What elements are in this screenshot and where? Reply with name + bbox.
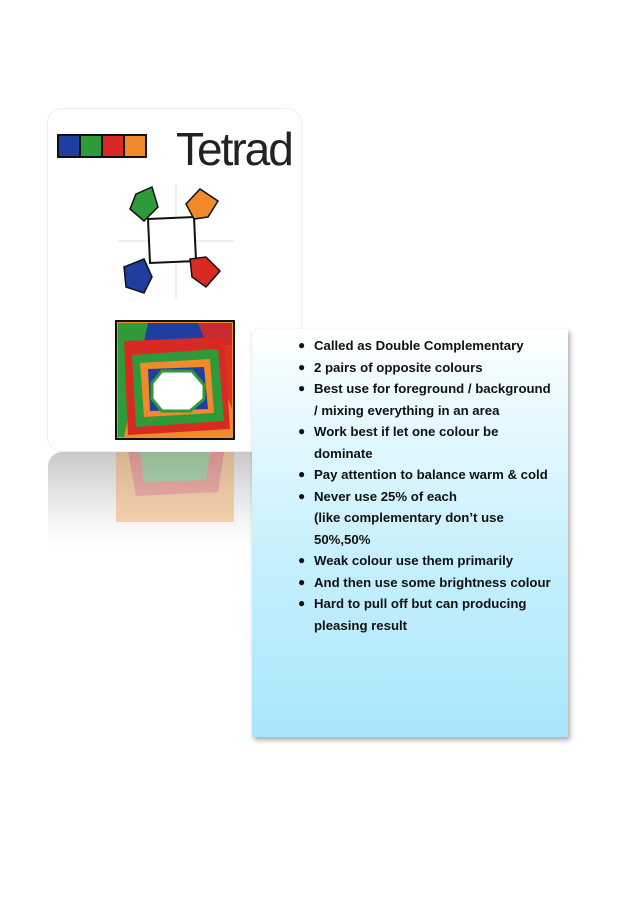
center-square [148,217,196,263]
tetrad-bullet-list [298,335,556,636]
list-item: ● Best use for foreground / background / mixing everything in an area [298,381,551,418]
tetrad-notes-box [252,329,568,737]
list-item: ● Work best if let one colour be dominate [298,424,499,461]
tetrad-pattern [116,321,234,439]
color-swatches [58,135,146,157]
list-item: ● Weak colour use them primarily [298,553,514,568]
list-item: ● Called as Double Complementary [298,338,524,353]
list-item: ● Pay attention to balance warm & cold [298,467,548,482]
list-item: ● 2 pairs of opposite colours [298,359,483,375]
card-title: Tetrad [176,123,292,175]
list-item: ● Hard to pull off but can producing pleasing result [298,596,527,633]
list-item: ● Never use 25% of each (like complementary don’t use 50%,50% [298,488,504,547]
list-item: ● And then use some brightness colour [298,574,551,590]
